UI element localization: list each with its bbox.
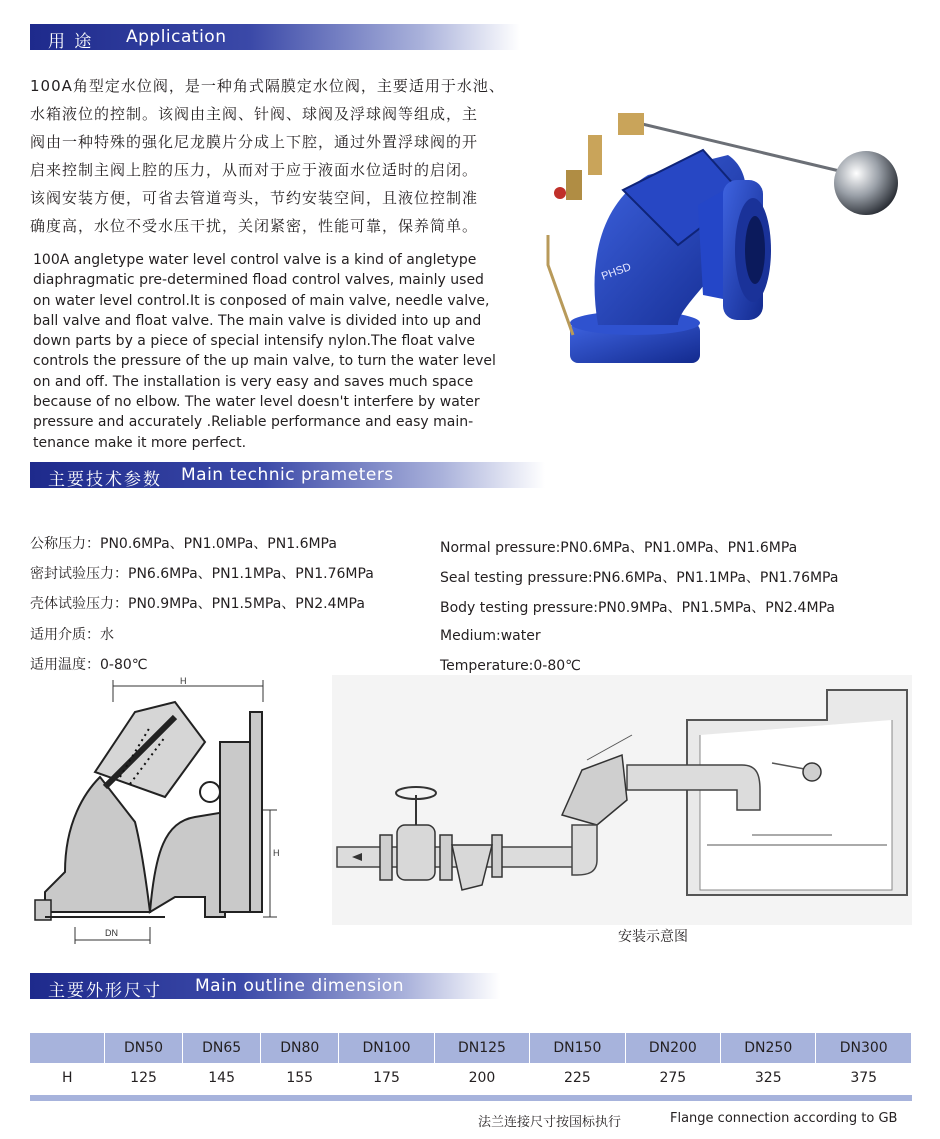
table-header-cell: DN200 [625,1033,720,1063]
intro-cn-line: 该阀安装方便，可省去管道弯头，节约安装空间，且液位控制准 [30,189,479,207]
intro-en-line: diaphragmatic pre-determined fload control valves, mainly used [33,272,484,289]
table-header-cell: DN65 [183,1033,261,1063]
param-en: Body testing pressure:PN0.9MPa、PN1.5MPa、PN2.4MPa [440,600,835,616]
intro-en-line: on and off. The installation is very easy and saves much space [33,373,474,390]
section-header-outline [30,973,500,999]
intro-en-line: controls the pressure of the up main valve, to turn the water level [33,353,496,370]
param-cn: 壳体试验压力：PN0.9MPa、PN1.5MPa、PN2.4MPa [30,596,365,612]
table-cell: 225 [564,1070,591,1086]
section-header-technic [30,462,545,488]
param-cn: 密封试验压力：PN6.6MPa、PN1.1MPa、PN1.76MPa [30,566,374,582]
param-cn: 适用温度：0-80℃ [30,657,148,673]
table-cell: 275 [659,1070,687,1086]
table-cell: H [61,1070,73,1086]
note-cn: 法兰连接尺寸按国标执行 [478,1115,622,1130]
table-cell: 125 [130,1070,157,1086]
table-cell: 155 [286,1070,314,1086]
intro-cn [30,72,530,240]
table-header-row [30,1033,912,1063]
param-cn: 公称压力：PN0.6MPa、PN1.0MPa、PN1.6MPa [30,536,337,552]
section-header-application [30,24,520,50]
table-cell: 175 [373,1070,400,1086]
section-title-en: Main outline dimension [195,976,404,996]
intro-en [33,250,533,453]
intro-en-line: on water level control.It is conposed of main valve, needle valve, [33,292,490,309]
dim-label-h-top: H [180,676,187,686]
note-en: Flange connection according to GB [670,1111,898,1126]
param-en: Temperature:0-80℃ [440,658,581,674]
intro-en-line: ball valve and float valve. The main valve is divided into up and [33,312,482,329]
intro-en-line: pressure and accurately .Reliable performance and easy main- [33,414,474,431]
table-header-cell [30,1033,105,1063]
table-header-cell: DN250 [721,1033,816,1063]
table-cell: 200 [468,1070,496,1086]
intro-en-line: tenance make it more perfect. [33,434,247,451]
install-caption: 安装示意图 [618,929,688,945]
table-cell: 375 [850,1070,878,1086]
valve-section-drawing [25,672,325,947]
intro-en-line: 100A angletype water level control valve is a kind of angletype [33,252,477,268]
param-en: Seal testing pressure:PN6.6MPa、PN1.1MPa、PN1.76MPa [440,570,839,586]
table-header-cell: DN80 [261,1033,339,1063]
brand-label: PHSD [599,261,633,283]
section-title-cn: 用 途 [48,32,94,52]
table-header-cell: DN50 [105,1033,183,1063]
intro-cn-line: 启来控制主阀上腔的压力，从而对于应于液面水位适时的启闭。 [30,161,479,179]
table-cell: 325 [754,1070,782,1086]
section-title-en: Application [126,27,227,47]
param-en: Medium:water [440,628,541,644]
dim-label-h-side: H [273,848,280,858]
intro-en-line: down parts by a piece of special intensify nylon.The float valve [33,333,476,350]
table-header-cell: DN125 [434,1033,529,1063]
intro-cn-line: 水箱液位的控制。该阀由主阀、针阀、球阀及浮球阀等组成，主 [30,105,479,123]
dim-label-dn: DN [105,928,118,938]
table-cell: 145 [208,1070,235,1086]
installation-diagram [332,675,912,925]
dimension-table [30,1033,912,1093]
valve-product-image [528,95,908,385]
table-bottom-bar [30,1095,912,1101]
table-header-cell: DN300 [816,1033,912,1063]
param-cn: 适用介质：水 [30,627,114,643]
intro-cn-line: 阀由一种特殊的强化尼龙膜片分成上下腔，通过外置浮球阀的开 [30,133,479,151]
table-header-cell: DN100 [339,1033,434,1063]
section-title-cn: 主要外形尺寸 [48,981,162,1001]
section-title-cn: 主要技术参数 [48,470,162,490]
table-header-cell: DN150 [530,1033,625,1063]
section-title-en: Main technic prameters [181,465,394,485]
intro-en-line: because of no elbow. The water level doesn't interfere by water [33,394,480,411]
intro-cn-line: 确度高，水位不受水压干扰，关闭紧密，性能可靠，保养简单。 [30,217,479,235]
table-row [30,1063,912,1093]
param-en: Normal pressure:PN0.6MPa、PN1.0MPa、PN1.6MPa [440,540,798,556]
intro-cn-line: 100A角型定水位阀，是一种角式隔膜定水位阀，主要适用于水池、 [30,77,505,95]
